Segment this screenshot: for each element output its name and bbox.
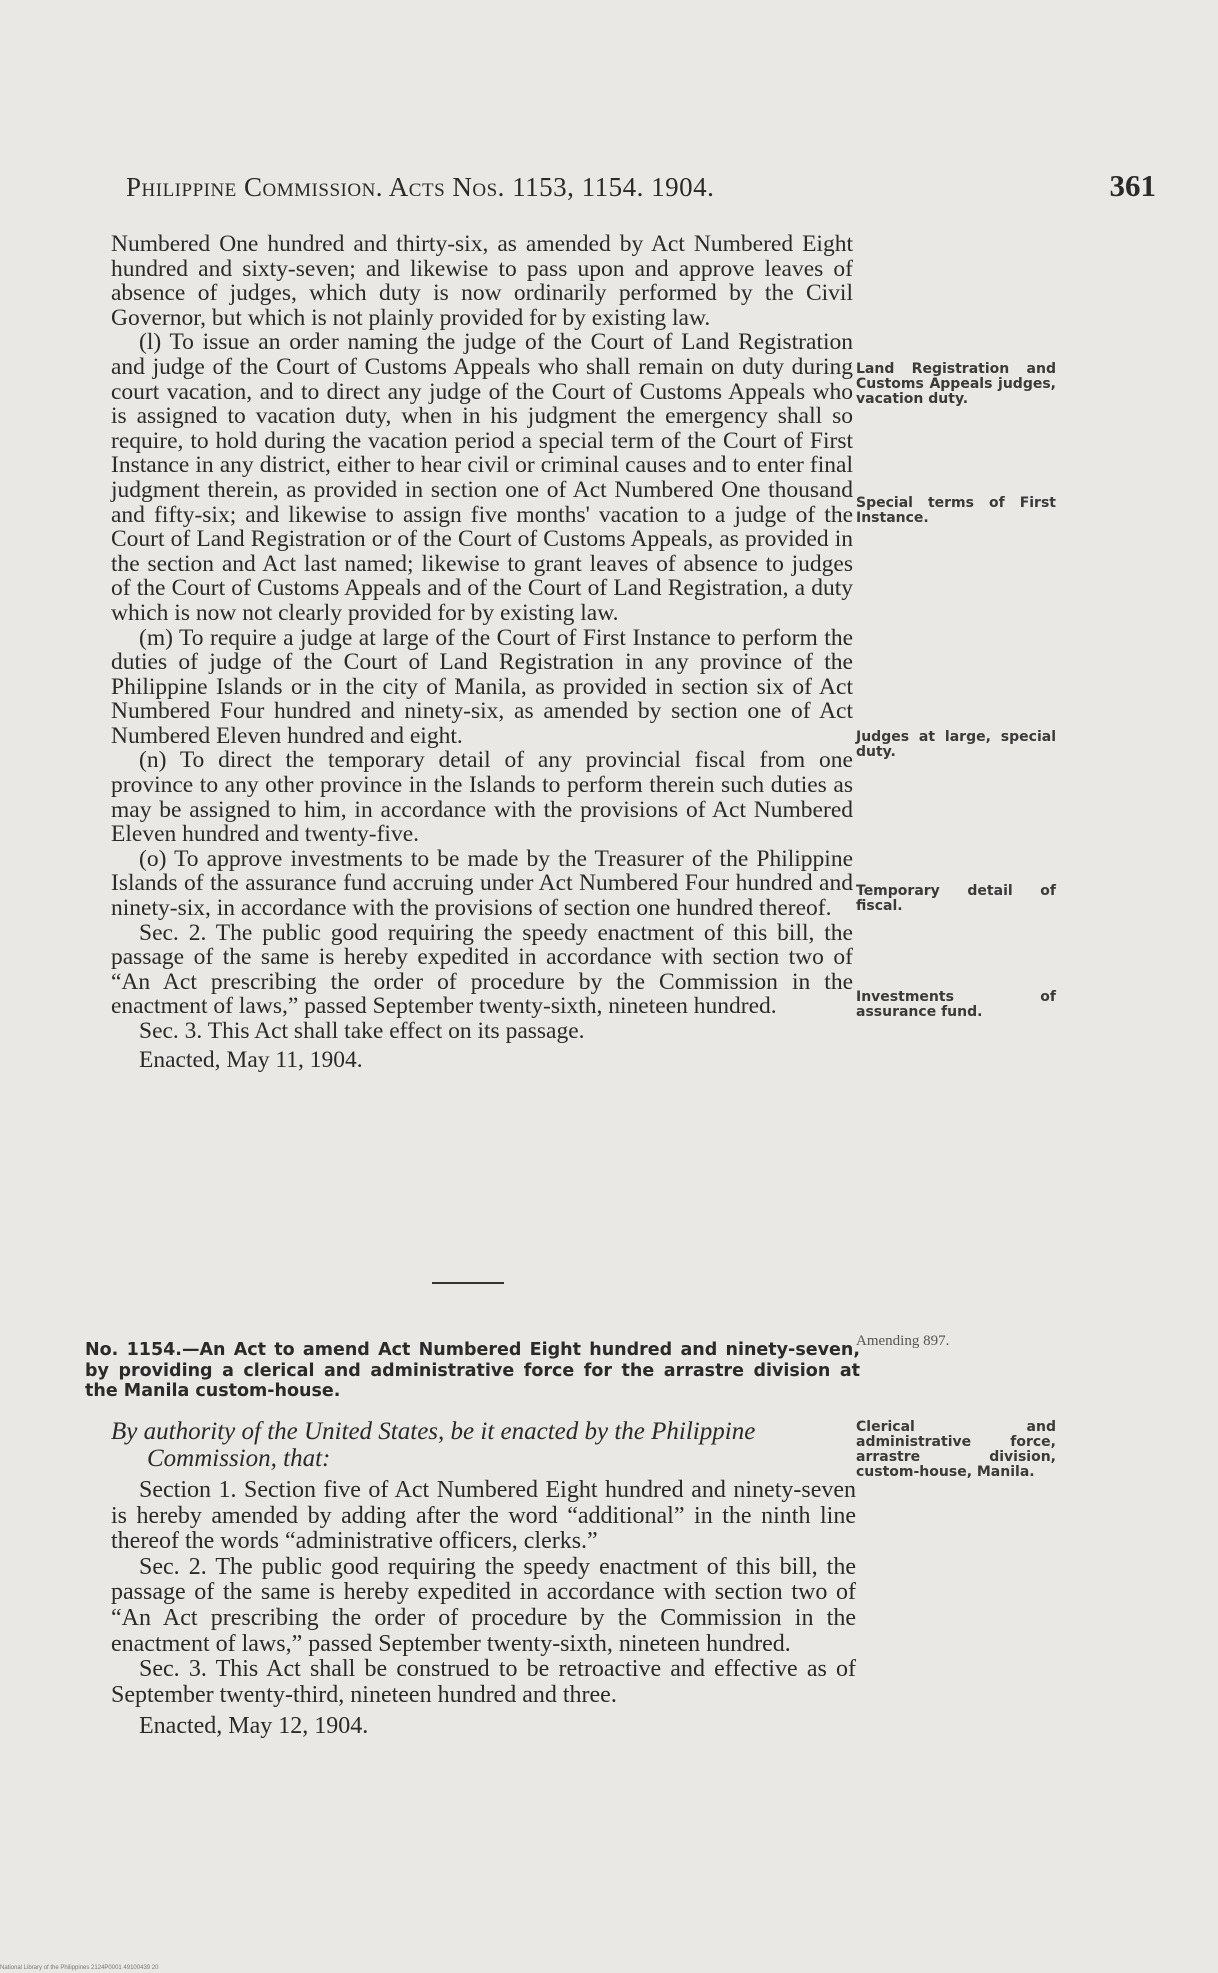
- paragraph-n: (n) To direct the temporary detail of any provincial fiscal from one province to any other province in the Islands to perform therein such duties as may be assigned to him, in accordance with the provisions of Act Numbered Eleven hundred and twenty-five.: [111, 747, 853, 848]
- section-3: Sec. 3. This Act shall be construed to be retroactive and effective as of September twenty-third, nineteen hundred and three.: [111, 1656, 856, 1708]
- section-divider: [432, 1282, 504, 1284]
- paragraph-m: (m) To require a judge at large of the Court of First Instance to perform the duties of judge of the Court of Land Registration in any province of the Philippine Islands or in the city of Manila, as provided in section six of Act Numbered Four hundred and ninety-six, as amended by section one of Act Numbered Eleven hundred and eight.: [111, 624, 853, 749]
- section-2: Sec. 2. The public good requiring the speedy enactment of this bill, the passage of the same is hereby expedited in accordance with section two of “An Act prescribing the order of procedure by the Commission in the enactment of laws,” passed September twenty-sixth, nineteen hundred.: [111, 1553, 856, 1657]
- margin-note-special-terms: Special terms of First Instance.: [856, 495, 1056, 526]
- page-number: 361: [1109, 168, 1156, 203]
- act-1154-body: [111, 1478, 856, 1740]
- section-1: Section 1. Section five of Act Numbered Eight hundred and ninety-seven is hereby amended by adding after the word “additional” in the ninth line thereof the words “administrative officers, clerks.”: [111, 1477, 856, 1555]
- margin-note-investments: Investments of assurance fund.: [856, 989, 1056, 1020]
- margin-note-land-registration: Land Registration and Customs Appeals judges, vacation duty.: [856, 361, 1056, 407]
- enacting-line-1: By authority of the United States, be it enacted by the Philippine: [111, 1418, 756, 1445]
- enacted-date: Enacted, May 11, 1904.: [139, 1046, 363, 1073]
- act-1154-heading: [85, 1340, 860, 1402]
- page-header: [126, 168, 1156, 212]
- paragraph-o: (o) To approve investments to be made by the Treasurer of the Philippine Islands of the assurance fund accruing under Act Numbered Four hundred and ninety-six, in accordance with the provisions of section one hundred thereof.: [111, 845, 853, 922]
- margin-note-judges-at-large: Judges at large, special duty.: [856, 729, 1056, 760]
- margin-note-amending: Amending 897.: [856, 1333, 950, 1349]
- margin-note-clerical: Clerical and administrative force, arrastre division, custom-house, Manila.: [856, 1419, 1056, 1480]
- section-3: Sec. 3. This Act shall take effect on its passage.: [139, 1018, 585, 1044]
- margin-note-temporary-detail: Temporary detail of fiscal.: [856, 883, 1056, 914]
- enacted-date: Enacted, May 12, 1904.: [139, 1713, 369, 1740]
- act-heading-text: No. 1154.—An Act to amend Act Numbered Eight hundred and ninety-seven, by providing a clerical and administrative force for the arrastre division at the Manila custom-house.: [85, 1340, 860, 1401]
- enacting-line-2: Commission, that:: [147, 1445, 331, 1472]
- continued-paragraph: Numbered One hundred and thirty-six, as amended by Act Numbered Eight hundred and sixty-seven; and likewise to pass upon and approve leaves of absence of judges, which duty is now ordinarily performed by the Civil Governor, but which is not plainly provided for by existing law.: [111, 231, 853, 331]
- running-title: Philippine Commission. Acts Nos. 1153, 1154. 1904.: [126, 172, 715, 202]
- section-2: Sec. 2. The public good requiring the speedy enactment of this bill, the passage of the same is hereby expedited in accordance with section two of “An Act prescribing the order of procedure by the Commission in the enactment of laws,” passed September twenty-sixth, nineteen hundred.: [111, 919, 853, 1020]
- enacting-clause: [111, 1418, 856, 1472]
- act-1153-body: [111, 232, 853, 1072]
- paragraph-l: (l) To issue an order naming the judge of the Court of Land Registration and judge of the Court of Customs Appeals who shall remain on duty during court vacation, and to direct any judge of the Court of Customs Appeals who is assigned to vacation duty, when in his judgment the emergency shall so require, to hold during the vacation period a special term of the Court of First Instance in any district, either to hear civil or criminal causes and to enter final judgment therein, as provided in section one of Act Numbered One thousand and fifty-six; and likewise to assign five months' vacation to a judge of the Court of Land Registration or of the Court of Customs Appeals, as provided in the section and Act last named; likewise to grant leaves of absence to judges of the Court of Customs Appeals and of the Court of Land Registration, a duty which is now not clearly provided for by existing law.: [111, 329, 853, 626]
- scan-footer: National Library of the Philippines 2124P0001 49100439 20: [0, 1965, 159, 1971]
